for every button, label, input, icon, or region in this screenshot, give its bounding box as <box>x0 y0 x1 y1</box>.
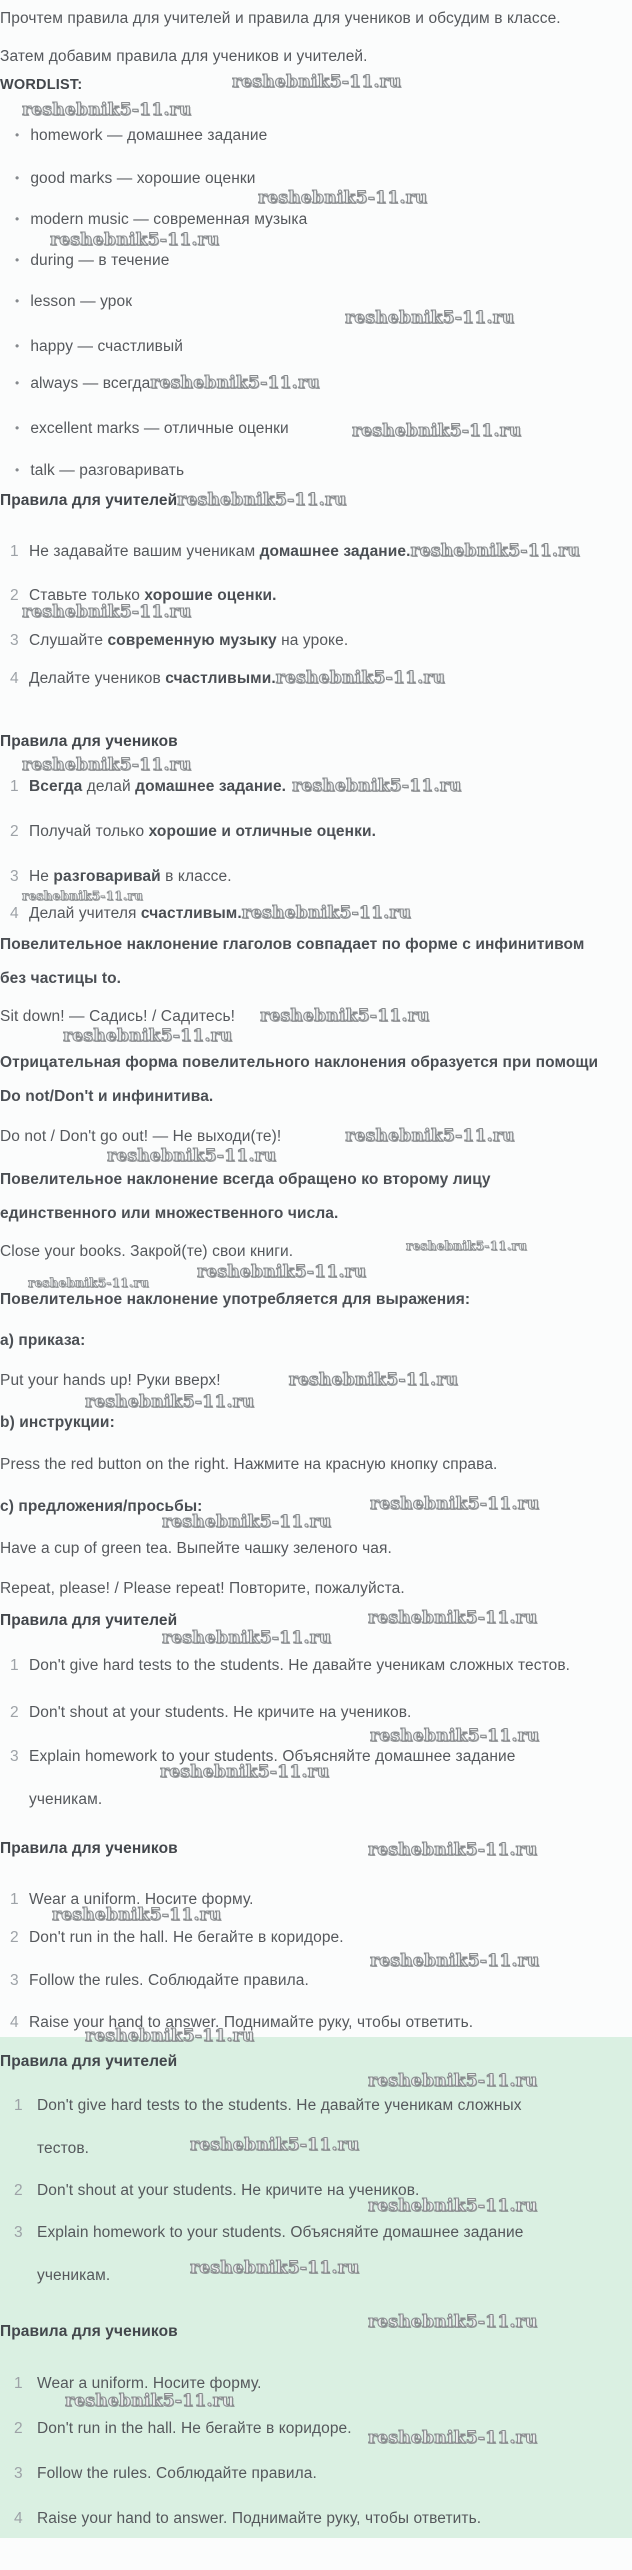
item-text: Explain homework to your students. Объясняйте домашнее задание ученикам. <box>29 1748 516 1808</box>
item-text: Don't shout at your students. Не кричите на учеников. <box>29 1704 412 1721</box>
item-text: Don't run in the hall. Не бегайте в коридоре. <box>37 2420 352 2437</box>
wordlist-item <box>15 373 320 394</box>
item-text: Не задавайте вашим ученикам домашнее задание. <box>29 543 411 560</box>
watermark: reshebnik5-11.ru <box>260 1006 430 1026</box>
watermark: reshebnik5-11.ru <box>370 1494 540 1514</box>
grammar-note-usage: Повелительное наклонение употребляется для выражения: <box>0 1291 471 1308</box>
watermark: reshebnik5-11.ru <box>63 1026 233 1046</box>
example-repeat: Repeat, please! / Please repeat! Повторите, пожалуйста. <box>0 1580 405 1597</box>
intro-paragraph-1: Прочтем правила для учителей и правила для учеников и обсудим в классе. <box>0 10 561 27</box>
grammar-note-infinitive: Повелительное наклонение глаголов совпадает по форме с инфинитивом без частицы to. <box>0 936 585 987</box>
item-text: Wear a uniform. Носите форму. <box>37 2375 262 2392</box>
item-number: 3 <box>14 2465 23 2482</box>
watermark: reshebnik5-11.ru <box>52 1905 222 1925</box>
answer-list-item <box>14 2407 352 2450</box>
item-number: 4 <box>14 2510 23 2527</box>
wordlist-item-text: excellent marks — отличные оценки <box>30 420 289 437</box>
list-item <box>10 541 580 562</box>
item-number: 2 <box>10 823 19 840</box>
item-text: Не разговаривай в классе. <box>29 868 232 885</box>
item-number: 3 <box>10 868 19 885</box>
item-text: Wear a uniform. Носите форму. <box>29 1891 254 1908</box>
answer-heading-students: Правила для учеников <box>0 2323 178 2340</box>
watermark: reshebnik5-11.ru <box>22 100 192 120</box>
example-sit-down: Sit down! — Садись! / Садитесь! reshebnik5-11.ru <box>0 1006 430 1026</box>
item-text: Follow the rules. Соблюдайте правила. <box>29 1972 309 1989</box>
watermark: reshebnik5-11.ru <box>85 1392 255 1412</box>
watermark: reshebnik5-11.ru <box>160 1762 330 1782</box>
watermark: reshebnik5-11.ru <box>50 230 220 250</box>
item-number: 2 <box>14 2182 23 2199</box>
grammar-note-negative: Отрицательная форма повелительного наклонения образуется при помощи Do not/Don't и инфинитива. <box>0 1054 599 1105</box>
answer-list-item <box>14 2169 419 2212</box>
watermark: reshebnik5-11.ru <box>162 1512 332 1532</box>
usage-label-b: b) инструкции: <box>0 1414 115 1431</box>
watermark: reshebnik5-11.ru <box>22 755 192 775</box>
wordlist-item-text: talk — разговаривать <box>30 462 185 479</box>
answer-list-item <box>14 2211 569 2297</box>
bullet-icon: • <box>15 463 20 477</box>
wordlist-item-text: modern music — современная музыка <box>30 211 308 228</box>
intro-paragraph-2: Затем добавим правила для учеников и учителей. <box>0 48 368 65</box>
watermark: reshebnik5-11.ru <box>368 2312 538 2332</box>
item-number: 3 <box>10 1972 19 1989</box>
watermark: reshebnik5-11.ru <box>258 188 428 208</box>
wordlist-item <box>15 125 267 146</box>
answer-list-item <box>14 2452 317 2495</box>
watermark: reshebnik5-11.ru <box>352 421 522 441</box>
wordlist-item-text: homework — домашнее задание <box>30 127 268 144</box>
wordlist-item <box>15 418 289 439</box>
section-heading-students-2: Правила для учеников <box>0 1840 178 1857</box>
watermark: reshebnik5-11.ru <box>345 308 515 328</box>
watermark: reshebnik5-11.ru <box>241 903 412 923</box>
watermark: reshebnik5-11.ru <box>177 490 347 510</box>
item-number: 4 <box>10 905 19 922</box>
item-number: 2 <box>10 1704 19 1721</box>
watermark: reshebnik5-11.ru <box>162 1628 332 1648</box>
item-number: 1 <box>14 2375 23 2392</box>
wordlist-item <box>15 291 132 312</box>
wordlist-item <box>15 250 169 271</box>
item-number: 3 <box>10 632 19 649</box>
answer-list-item <box>14 2497 481 2540</box>
item-text: Слушайте современную музыку на уроке. <box>29 632 349 649</box>
watermark: reshebnik5-11.ru <box>370 1726 540 1746</box>
watermark: reshebnik5-11.ru <box>232 72 402 92</box>
wordlist-item-text: always — всегда <box>30 375 151 392</box>
item-number: 2 <box>10 1929 19 1946</box>
item-text: Explain homework to your students. Объясняйте домашнее задание ученикам. <box>37 2224 524 2284</box>
wordlist-item-text: lesson — урок <box>30 293 133 310</box>
item-text: Don't run in the hall. Не бегайте в коридоре. <box>29 1929 344 1946</box>
wordlist-item-text: during — в течение <box>30 252 170 269</box>
item-number: 3 <box>14 2224 23 2241</box>
item-text: Ставьте только хорошие оценки. <box>29 587 277 604</box>
item-number: 1 <box>10 778 19 795</box>
item-text: Получай только хорошие и отличные оценки. <box>29 823 376 840</box>
wordlist-item-text: happy — счастливый <box>30 338 183 355</box>
item-text: Делай учителя счастливым. <box>29 905 242 922</box>
watermark: reshebnik5-11.ru <box>292 776 462 796</box>
section-heading-students-1: Правила для учеников <box>0 733 178 750</box>
answer-list-item <box>14 2084 569 2170</box>
item-text: Follow the rules. Соблюдайте правила. <box>37 2465 317 2482</box>
wordlist-item <box>15 168 256 189</box>
usage-label-c: с) предложения/просьбы: <box>0 1498 203 1515</box>
item-text: Don't give hard tests to the students. Не давайте ученикам сложных тестов. <box>29 1657 571 1674</box>
item-text: Don't shout at your students. Не кричите на учеников. <box>37 2182 420 2199</box>
bullet-icon: • <box>15 421 20 435</box>
example-red-button: Press the red button on the right. Нажмите на красную кнопку справа. <box>0 1456 498 1473</box>
watermark: reshebnik5-11.ru <box>197 1262 367 1282</box>
item-number: 2 <box>10 587 19 604</box>
watermark: reshebnik5-11.ru <box>368 2196 538 2216</box>
bullet-icon: • <box>15 212 20 226</box>
wordlist-label: WORDLIST: <box>0 77 83 93</box>
list-item <box>10 866 232 887</box>
watermark: reshebnik5-11.ru <box>22 602 192 622</box>
item-text: Raise your hand to answer. Поднимайте руку, чтобы ответить. <box>37 2510 482 2527</box>
item-text: Don't give hard tests to the students. Не давайте ученикам сложных тестов. <box>37 2097 522 2157</box>
list-item <box>10 821 376 842</box>
watermark: reshebnik5-11.ru <box>150 373 320 393</box>
watermark: reshebnik5-11.ru <box>345 1126 515 1146</box>
watermark: reshebnik5-11.ru <box>368 1840 538 1860</box>
bullet-icon: • <box>15 294 20 308</box>
item-text: Raise your hand to answer. Поднимайте руку, чтобы ответить. <box>29 2014 474 2031</box>
bullet-icon: • <box>15 339 20 353</box>
list-item <box>10 1644 630 1687</box>
usage-label-a: а) приказа: <box>0 1332 86 1349</box>
watermark: reshebnik5-11.ru <box>190 2135 360 2155</box>
item-number: 1 <box>14 2097 23 2114</box>
watermark: reshebnik5-11.ru <box>368 2428 538 2448</box>
wordlist-item <box>15 336 183 357</box>
item-number: 3 <box>10 1748 19 1765</box>
list-item <box>10 668 445 689</box>
watermark: reshebnik5-11.ru <box>288 1370 459 1390</box>
list-item <box>10 776 462 797</box>
example-close-books: Close your books. Закрой(те) свои книги. <box>0 1243 294 1260</box>
item-number: 2 <box>14 2420 23 2437</box>
example-green-tea: Have a cup of green tea. Выпейте чашку зеленого чая. <box>0 1540 392 1557</box>
watermark: reshebnik5-11.ru <box>275 668 446 688</box>
watermark: reshebnik5-11.ru <box>85 2026 255 2046</box>
bullet-icon: • <box>15 171 20 185</box>
watermark: reshebnik5-11.ru <box>368 1608 538 1628</box>
example-go-out: Do not / Don't go out! — Не выходи(те)! reshebnik5-11.ru <box>0 1126 515 1146</box>
list-item <box>10 630 348 651</box>
item-number: 4 <box>10 2014 19 2031</box>
item-number: 1 <box>10 1891 19 1908</box>
wordlist-item <box>15 209 307 230</box>
item-number: 4 <box>10 670 19 687</box>
item-number: 1 <box>10 1657 19 1674</box>
watermark: reshebnik5-11.ru <box>410 541 581 561</box>
wordlist-item <box>15 460 184 481</box>
example-hands-up: Put your hands up! Руки вверх! reshebnik5-11.ru <box>0 1370 459 1390</box>
bullet-icon: • <box>15 128 20 142</box>
answer-heading-teachers: Правила для учителей <box>0 2053 178 2070</box>
item-text: Делайте учеников счастливыми. <box>29 670 276 687</box>
section-heading-teachers-1: Правила для учителейreshebnik5-11.ru <box>0 490 347 510</box>
list-item <box>10 903 411 924</box>
item-number: 1 <box>10 543 19 560</box>
watermark: reshebnik5-11.ru <box>406 1239 528 1253</box>
watermark: reshebnik5-11.ru <box>368 2071 538 2091</box>
watermark: reshebnik5-11.ru <box>190 2258 360 2278</box>
watermark: reshebnik5-11.ru <box>370 1951 540 1971</box>
section-heading-teachers-2: Правила для учителей <box>0 1612 178 1629</box>
bullet-icon: • <box>15 376 20 390</box>
watermark: reshebnik5-11.ru <box>107 1146 277 1166</box>
wordlist-item-text: good marks — хорошие оценки <box>30 170 256 187</box>
grammar-note-second-person: Повелительное наклонение всегда обращено ко второму лицу единственного или множественного числа. <box>0 1171 491 1222</box>
watermark: reshebnik5-11.ru <box>65 2391 235 2411</box>
item-text: Всегда делай домашнее задание. <box>29 778 287 795</box>
watermark: reshebnik5-11.ru <box>28 1276 150 1290</box>
watermark: reshebnik5-11.ru <box>22 889 144 903</box>
bullet-icon: • <box>15 253 20 267</box>
list-item <box>10 1959 309 2002</box>
